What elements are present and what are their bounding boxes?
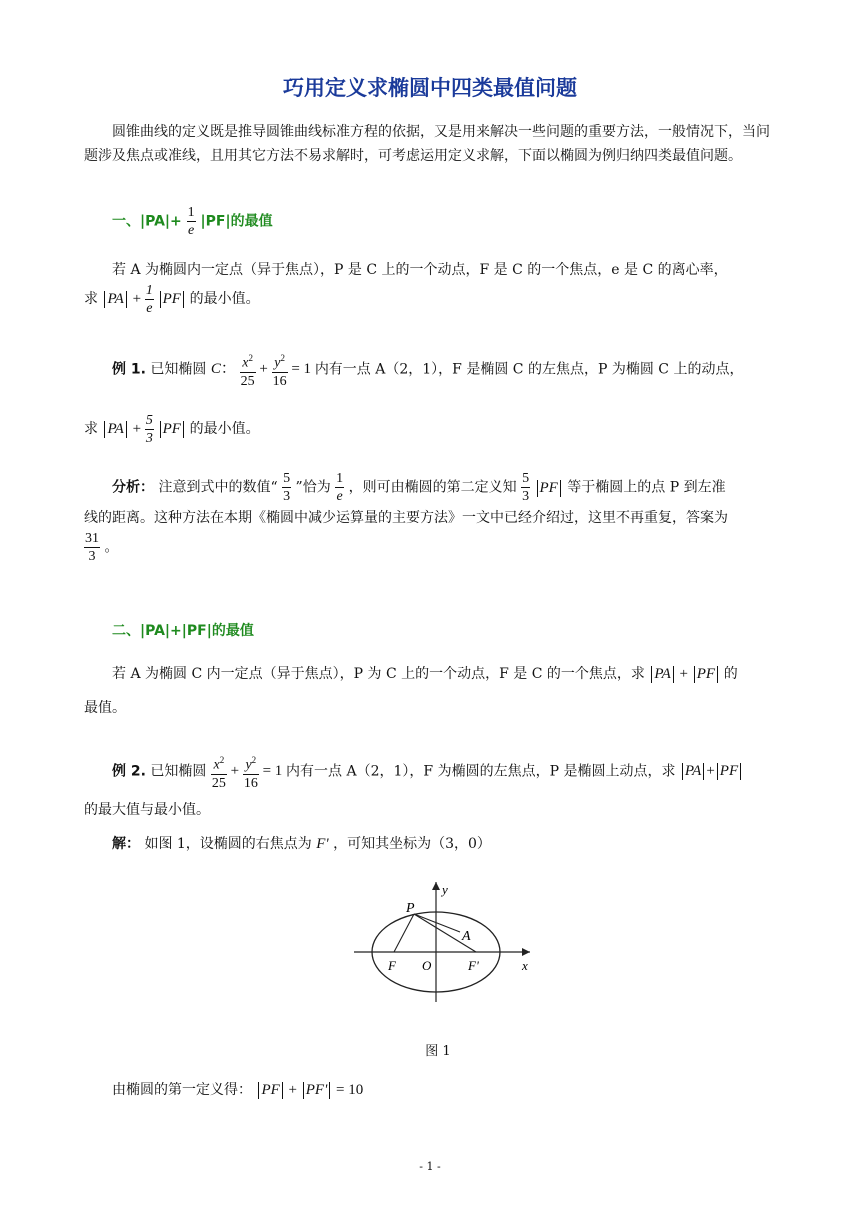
section1-heading: 一、|PA|+ $\frac{1}{e}$ |PF|的最值	[112, 205, 273, 238]
expr-pa-plus-pf: PA + PF	[649, 666, 723, 682]
figure-caption: 图 1	[425, 1044, 451, 1059]
ellipse-equation-2: $\frac{x^2}{25}$ + $\frac{y^2}{16}$ = 1	[211, 763, 286, 779]
label-p: P	[406, 901, 415, 916]
segment-p-a	[414, 914, 460, 932]
ellipse-equation-1: C： $\frac{x^2}{25}$ + $\frac{y^2}{16}$ = 1	[211, 361, 315, 377]
example1-line1: 例 1. 已知椭圆 C： $\frac{x^2}{25}$ + $\frac{y^2}{16}$ = 1 内有一点 A（2，1），F 是椭圆 C 的左焦点，P 为椭圆 C 上的动点，	[112, 350, 743, 390]
expr-pa-plus-5-3-pf: PA + $\frac{5}{3}$ PF	[102, 421, 189, 437]
x-axis-arrow	[522, 948, 530, 956]
page-title: 巧用定义求椭圆中四类最值问题	[283, 76, 577, 100]
section1-desc-line2: 求 PA + $\frac{1}{e}$ PF 的最小值。	[84, 283, 260, 316]
example2-line1: 例 2. 已知椭圆 $\frac{x^2}{25}$ + $\frac{y^2}{16}$ = 1 内有一点 A（2，1），F 为椭圆的左焦点，P 是椭圆上动点，求 PA + PF	[112, 752, 743, 792]
label-a: A	[462, 929, 471, 944]
intro-paragraph: 圆锥曲线的定义既是推导圆锥曲线标准方程的依据，又是用来解决一些问题的重要方法，一般情况下，当问题涉及焦点或准线，且用其它方法不易求解时，可考虑运用定义求解，下面以椭圆为例归纳四类最值问题。	[84, 124, 770, 164]
label-fprime: F'	[468, 958, 479, 973]
figure-1-ellipse-diagram	[350, 878, 540, 1006]
fraction-1-over-e: $\frac{1}{e}$	[187, 205, 195, 238]
page-number: - 1 -	[419, 1160, 441, 1173]
section2-desc-line2: 最值。	[84, 700, 126, 716]
section2-desc-line1: 若 A 为椭圆 C 内一定点（异于焦点），P 为 C 上的一个动点，F 是 C 的一个焦点，求 PA + PF 的	[112, 666, 738, 682]
example2-label: 例 2.	[112, 763, 146, 780]
expr-pa-plus-pf-over-e: PA + $\frac{1}{e}$ PF	[102, 291, 189, 307]
example1-label: 例 1.	[112, 361, 146, 378]
analysis-answer: $\frac{31}{3}$ 。	[85, 531, 119, 564]
section2-heading: 二、|PA|+|PF|的最值	[112, 623, 254, 639]
first-definition-line: 由椭圆的第一定义得： PF + PF' = 10	[112, 1082, 364, 1098]
analysis-line2: 线的距离。这种方法在本期《椭圆中减少运算量的主要方法》一文中已经介绍过，这里不再重复，答案为	[84, 510, 728, 526]
label-y: y	[442, 882, 448, 897]
label-o: O	[422, 958, 432, 973]
example2-line2: 的最大值与最小值。	[84, 802, 210, 818]
label-f: F	[388, 958, 396, 973]
solution-line: 解： 如图 1，设椭圆的右焦点为 F' ，可知其坐标为（3，0）	[112, 836, 491, 852]
example1-line2: 求 PA + $\frac{5}{3}$ PF 的最小值。	[84, 413, 260, 446]
solution-label: 解：	[112, 836, 140, 852]
analysis-line1: 分析： 注意到式中的数值“ $\frac{5}{3}$ ”恰为 $\frac{1}{e}$ ，则可由椭圆的第二定义知 $\frac{5}{3}$ PF 等于椭圆上的点 P 到左准	[112, 471, 726, 504]
expr-pf-plus-pfprime-eq-10: PF + PF' = 10	[256, 1082, 363, 1098]
y-axis-arrow	[432, 882, 440, 890]
analysis-label: 分析：	[112, 479, 154, 496]
label-x: x	[522, 958, 528, 973]
section1-desc-line1: 若 A 为椭圆内一定点（异于焦点），P 是 C 上的一个动点，F 是 C 的一个焦点，e 是 C 的离心率，	[112, 262, 728, 278]
